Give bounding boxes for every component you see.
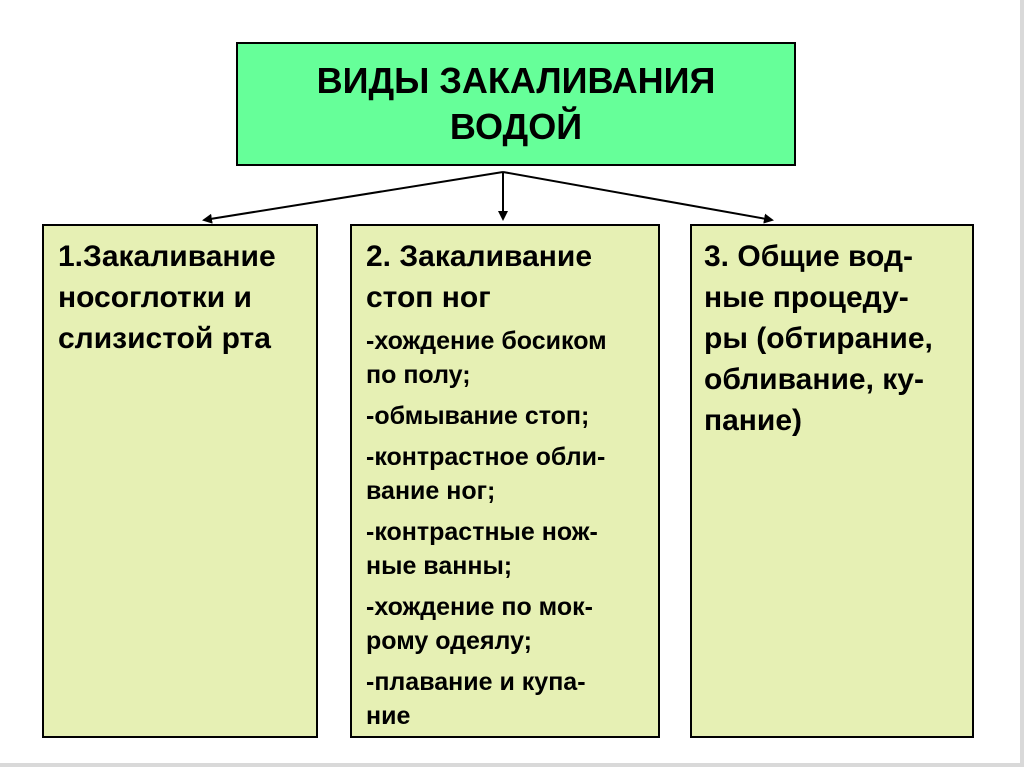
list-item: -контрастные нож- ные ванны; [366, 518, 598, 580]
arrow-to-box-1 [204, 172, 503, 220]
title-line-2: ВОДОЙ [449, 106, 583, 147]
category-box-feet [350, 224, 660, 738]
title-line-1: ВИДЫ ЗАКАЛИВАНИЯ [316, 60, 716, 101]
list-item: -хождение босиком по полу; [366, 327, 607, 389]
box-heading: 3. Общие вод- ные процеду- ры (обтирание, обливание, ку- пание) [704, 240, 933, 437]
arrow-to-box-3 [503, 172, 772, 220]
list-item: -плавание и купа- ние [366, 668, 586, 730]
list-item: -хождение по мок- рому одеялу; [366, 593, 593, 655]
list-item: -контрастное обли- вание ног; [366, 443, 606, 505]
procedure-list [366, 324, 650, 733]
box-heading: 1.Закаливание носоглотки и слизистой рта [58, 240, 276, 355]
box-heading: 2. Закаливание стоп ног [366, 240, 593, 314]
category-box-nasopharynx [42, 224, 318, 738]
list-item: -обмывание стоп; [366, 402, 590, 430]
category-box-general-procedures [690, 224, 974, 738]
